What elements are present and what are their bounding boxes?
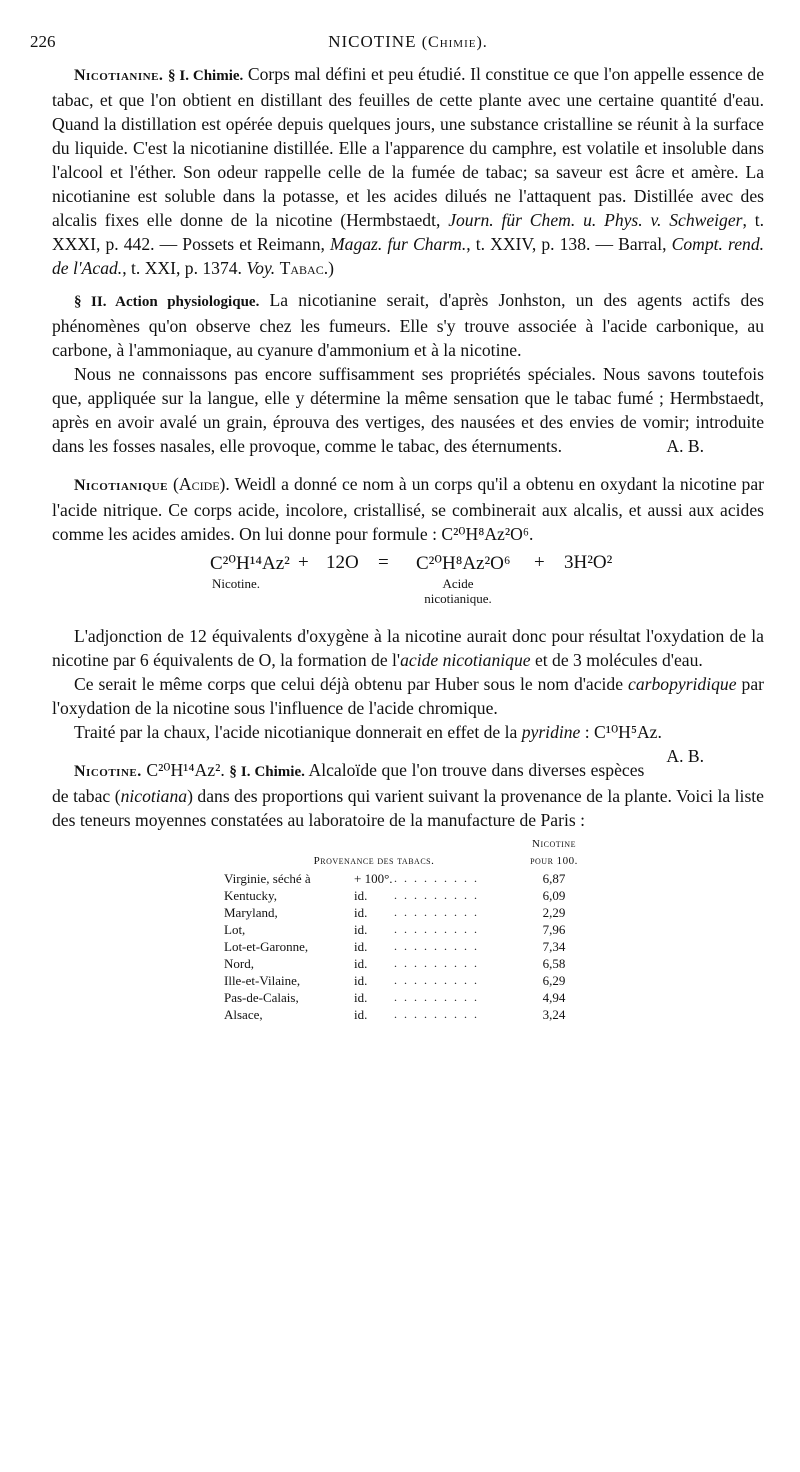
- table-cell-value: 3,24: [542, 1007, 566, 1022]
- nicotianine-properties: [52, 362, 764, 458]
- body-text: Corps mal défini et peu étudié. Il constitue ce que l'on appelle essence de tabac, et que l'on obtient en distillant des feuilles de cette plante avec une certaine quantité d'eau. Quand la distillation est opérée depuis quelques jours, une substance cristalline se réunit à la surface du liquide. C'est la nicotianine distillée. Elle a l'apparence du camphre, est volatile et insoluble dans l'alcool et l'éther. Son odeur rappelle celle de la fumée de tabac; sa saveur est âcre et amère. La nicotianine est soluble dans la potasse, et les acides dilués ne l'attaquent pas. Distillée avec des alcalis fixes elle donne de la nicotine (Hermbstaedt,: [52, 64, 765, 230]
- nicotine-entry: [52, 758, 764, 832]
- table-cell-provenance: Kentucky,: [224, 888, 277, 903]
- table-row: [224, 1006, 584, 1023]
- table-cell-leader: . . . . . . . . .: [394, 956, 479, 970]
- headword-formula: C²⁰H¹⁴Az².: [146, 760, 225, 780]
- body-text: ) dans des proportions qui varient suivant la provenance de la plante. Voici la liste des teneurs moyennes constatées au laboratoire de la manufacture de Paris :: [52, 786, 764, 830]
- table-cell-provenance: Virginie, séché à: [224, 871, 311, 886]
- headword-nicotianique: Nicotianique: [74, 477, 168, 494]
- equation-term-acid: C²⁰H⁸Az²O⁶: [416, 553, 511, 574]
- running-title: [52, 32, 764, 52]
- table-row: [224, 887, 584, 904]
- nicotianique-entry: [52, 472, 764, 546]
- section-label-chimie: § I. Chimie.: [167, 68, 244, 84]
- running-title-word: NICOTINE: [328, 32, 417, 51]
- section-label-chimie: § I. Chimie.: [229, 764, 305, 780]
- table-cell-spec: + 100°.: [354, 871, 393, 886]
- italic-term: carbopyridique: [628, 674, 737, 694]
- equation-label-nicotine: Nicotine.: [212, 576, 261, 591]
- italic-term: pyridine: [521, 722, 581, 742]
- equation-term-nicotine: C²⁰H¹⁴Az²: [210, 553, 290, 574]
- equation-term-oxygen: 12O: [326, 552, 359, 573]
- italic-term: nicotiana: [120, 786, 188, 806]
- table-cell-spec: id.: [354, 973, 368, 988]
- body-text: La nicotianine serait, d'après Jonhston, un des agents actifs des phénomènes qu'on observe chez les fumeurs. Elle s'y trouve associée à l'acide carbonique, au carbone, à l'ammoniaque, au cyanure d'ammonium et à la nicotine.: [52, 290, 764, 360]
- page-number: 226: [30, 32, 56, 51]
- nicotianine-entry: [52, 62, 764, 280]
- nicotianine-physiology: [52, 288, 764, 362]
- table-cell-leader: . . . . . . . . .: [394, 939, 479, 953]
- table-row: [224, 989, 584, 1006]
- running-header: [30, 32, 764, 62]
- equation-label-acid: [408, 576, 508, 606]
- headword-nicotine: Nicotine.: [74, 763, 142, 780]
- table-header-provenance: Provenance des tabacs.: [313, 855, 435, 867]
- citation-text: , t. XXI, p. 1374.: [122, 258, 242, 278]
- table-cell-provenance: Lot-et-Garonne,: [224, 939, 309, 954]
- equation-term-water: 3H²O²: [564, 552, 613, 573]
- table-cell-provenance: Ille-et-Vilaine,: [224, 973, 301, 988]
- headword-suffix: (Acide).: [173, 474, 230, 494]
- body-text: Nous ne connaissons pas encore suffisamment ses propriétés spéciales. Nous savons toutefois que, appliquée sur la langue, elle y détermine la même sensation que le tabac fumé ; Hermbstaedt, après en avoir avalé un grain, éprouva des vertiges, des nausées et des envies de vomir; introduite dans les fosses nasales, elle provoque, comme le tabac, des éternuments.: [52, 364, 764, 456]
- chemical-equation: [52, 552, 764, 614]
- table-row: [224, 955, 584, 972]
- author-signature: A. B.: [666, 436, 704, 456]
- table-cell-provenance: Alsace,: [224, 1007, 263, 1022]
- table-cell-provenance: Nord,: [224, 956, 254, 971]
- table-cell-value: 7,34: [542, 939, 566, 954]
- author-signature: A. B.: [666, 746, 704, 766]
- table-row: [224, 921, 584, 938]
- table-cell-value: 6,87: [542, 871, 566, 886]
- body-text: Weidl a donné ce nom à un corps qu'il a obtenu en oxydant la nicotine par l'acide nitrique. Ce corps acide, incolore, cristallisé, se combinerait aux alcalis, et aussi aux acides comme les acides amides. On lui donne pour formule :: [52, 474, 764, 544]
- table-cell-provenance: Lot,: [224, 922, 246, 937]
- table-cell-leader: . . . . . . . . .: [394, 1007, 479, 1021]
- formula-inline: C²⁰H⁸Az²O⁶.: [441, 524, 534, 544]
- cross-reference-label: Voy.: [246, 258, 276, 278]
- table-cell-leader: . . . . . . . . .: [394, 990, 479, 1004]
- cross-reference-target: Tabac.): [279, 258, 334, 278]
- nicotianique-paragraph: [52, 672, 764, 720]
- body-text: L'adjonction de 12 équivalents d'oxygène à la nicotine aurait donc pour résultat l'oxydation de la nicotine par 6 équivalents de O, la formation de l': [52, 626, 764, 670]
- table-cell-leader: . . . . . . . . .: [394, 905, 479, 919]
- table-cell-spec: id.: [354, 990, 368, 1005]
- table-cell-provenance: Maryland,: [224, 905, 278, 920]
- table-cell-leader: . . . . . . . . .: [394, 973, 479, 987]
- body-text: Alcaloïde que l'on trouve dans diverses espèces de tabac (: [52, 760, 645, 806]
- table-row: [224, 870, 584, 887]
- table-cell-leader: . . . . . . . . .: [394, 871, 479, 885]
- body-text: : C¹⁰H⁵Az.: [580, 722, 662, 742]
- table-cell-spec: id.: [354, 1007, 368, 1022]
- table-row: [224, 938, 584, 955]
- table-cell-leader: . . . . . . . . .: [394, 922, 479, 936]
- headword-nicotianine: Nicotianine.: [74, 67, 164, 84]
- body-text: par l'oxydation de la nicotine sous l'influence de l'acide chromique.: [52, 674, 764, 718]
- body-text: Traité par la chaux, l'acide nicotianique donnerait en effet de la: [74, 722, 522, 742]
- table-cell-spec: id.: [354, 922, 368, 937]
- citation-text: , t. XXXI, p. 442. — Possets et Reimann,: [52, 210, 765, 254]
- page: [30, 32, 765, 1023]
- table-cell-spec: id.: [354, 939, 368, 954]
- table-cell-value: 6,29: [542, 973, 566, 988]
- table-cell-leader: . . . . . . . . .: [394, 888, 479, 902]
- nicotine-content-table: [224, 836, 584, 1023]
- equation-label-acid-line1: Acide: [442, 576, 474, 591]
- equation-plus: +: [298, 552, 309, 573]
- table-cell-value: 2,29: [542, 905, 566, 920]
- table-row: [224, 972, 584, 989]
- citation-journal: Journ. für Chem. u. Phys. v. Schweiger: [448, 210, 743, 230]
- table-header-nicotine-line1: Nicotine: [532, 838, 576, 850]
- nicotianique-paragraph: [52, 720, 764, 766]
- table-cell-value: 4,94: [542, 990, 566, 1005]
- table-cell-value: 6,09: [542, 888, 566, 903]
- table-cell-value: 6,58: [542, 956, 566, 971]
- table-cell-spec: id.: [354, 888, 368, 903]
- body-text: Ce serait le même corps que celui déjà obtenu par Huber sous le nom d'acide: [74, 674, 629, 694]
- citation-text: , t. XXIV, p. 138. — Barral,: [466, 234, 667, 254]
- equation-equals: =: [378, 552, 389, 573]
- body-text: et de 3 molécules d'eau.: [530, 650, 703, 670]
- nicotianique-paragraph: [52, 624, 764, 672]
- table-row: [224, 904, 584, 921]
- table-cell-provenance: Pas-de-Calais,: [224, 990, 299, 1005]
- table-cell-spec: id.: [354, 956, 368, 971]
- citation-journal: Compt. rend. de l'Acad.: [52, 234, 765, 278]
- equation-plus: +: [534, 552, 545, 573]
- table-header-nicotine: [524, 836, 584, 870]
- running-subject: (Chimie).: [421, 34, 488, 51]
- table-header-nicotine-line2: pour 100.: [530, 855, 578, 867]
- italic-term: acide nicotianique: [400, 650, 531, 670]
- equation-label-acid-line2: nicotianique.: [424, 591, 492, 606]
- section-label-physiologie: § II. Action physiologique.: [74, 294, 260, 310]
- table-cell-spec: id.: [354, 905, 368, 920]
- citation-journal: Magaz. fur Charm.: [330, 234, 467, 254]
- table-cell-value: 7,96: [542, 922, 566, 937]
